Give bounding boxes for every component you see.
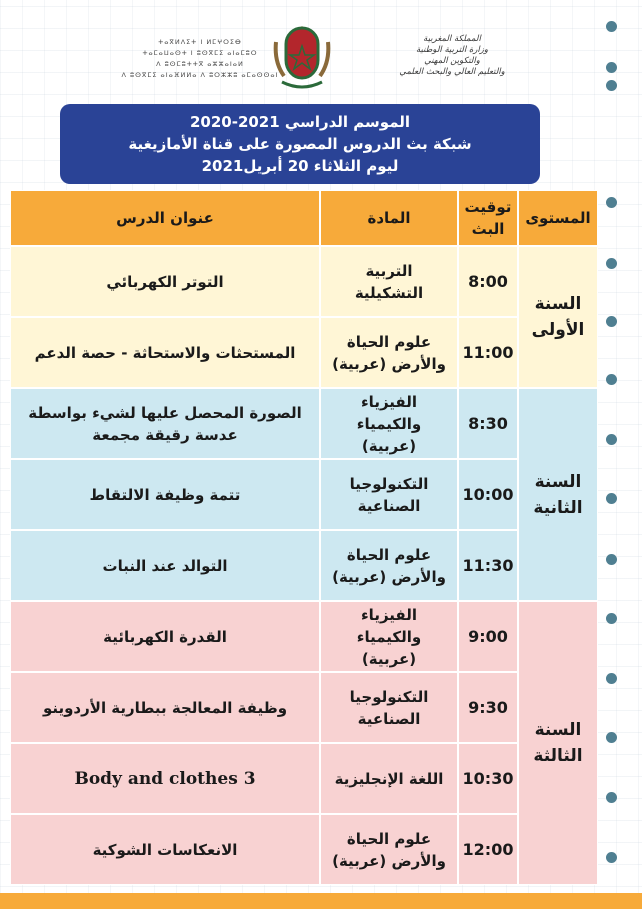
- subject: علوم الحياة والأرض (عربية): [320, 530, 458, 601]
- lesson-title: الانعكاسات الشوكية: [10, 814, 320, 885]
- subject: التربية التشكيلية: [320, 246, 458, 317]
- lesson-title: Body and clothes 3: [10, 743, 320, 814]
- subject: علوم الحياة والأرض (عربية): [320, 814, 458, 885]
- subject: اللغة الإنجليزية: [320, 743, 458, 814]
- lesson-title: وظيفة المعالجة ببطارية الأردوينو: [10, 672, 320, 743]
- binding-dot: [606, 493, 617, 504]
- binding-dot: [606, 62, 617, 73]
- subject: الفيزياء والكيمياء (عربية): [320, 601, 458, 672]
- broadcast-time: 8:30: [458, 388, 518, 459]
- binding-dot: [606, 554, 617, 565]
- lesson-title: تتمة وظيفة الالتقاط: [10, 459, 320, 530]
- header-subject: المادة: [320, 190, 458, 246]
- binding-dot: [606, 732, 617, 743]
- binding-dot: [606, 197, 617, 208]
- broadcast-time: 9:00: [458, 601, 518, 672]
- binding-dot: [606, 374, 617, 385]
- ministry-line: والتعليم العالي والبحث العلمي: [399, 67, 505, 77]
- tifinagh-line: ⵜⴰⴳⵍⴷⵉⵜ ⵏ ⵍⵎⵖⵔⵉⴱ: [158, 38, 242, 46]
- lesson-title: الصورة المحصل عليها لشيء بواسطة عدسة رقيقة مجمعة: [10, 388, 320, 459]
- binding-dot: [606, 80, 617, 91]
- tifinagh-line: ⵜⴰⵎⴰⵡⴰⵙⵜ ⵏ ⵓⵙⴳⵎⵉ ⴰⵏⴰⵎⵓⵔ: [142, 49, 258, 57]
- binding-dot: [606, 21, 617, 32]
- ministry-name-tifinagh: [120, 37, 280, 81]
- level-year-3: السنة الثالثة: [518, 601, 598, 885]
- broadcast-time: 8:00: [458, 246, 518, 317]
- binding-dot: [606, 852, 617, 863]
- broadcast-time: 11:30: [458, 530, 518, 601]
- header-lesson-title: عنوان الدرس: [10, 190, 320, 246]
- broadcast-time: 10:30: [458, 743, 518, 814]
- level-year-2: السنة الثانية: [518, 388, 598, 601]
- binding-dot: [606, 673, 617, 684]
- level-year-1: السنة الأولى: [518, 246, 598, 388]
- header-level: المستوى: [518, 190, 598, 246]
- lesson-title: التوالد عند النبات: [10, 530, 320, 601]
- ministry-name-arabic: [392, 34, 512, 78]
- ministry-line: وزارة التربية الوطنية: [415, 45, 489, 55]
- broadcast-time: 12:00: [458, 814, 518, 885]
- subject: التكنولوجيا الصناعية: [320, 459, 458, 530]
- header-broadcast-time: توقيت البث: [458, 190, 518, 246]
- ministry-line: والتكوين المهني: [424, 56, 480, 66]
- notebook-binding-dots: [600, 18, 626, 898]
- binding-dot: [606, 613, 617, 624]
- broadcast-schedule-title: شبكة بث الدروس المصورة على قناة الأمازيغية: [128, 135, 472, 153]
- broadcast-time: 9:30: [458, 672, 518, 743]
- binding-dot: [606, 258, 617, 269]
- tifinagh-line: ⴷ ⵓⵙⵎⵓⵜⵜⴳ ⴰⵣⵣⴰⵏⴰⵍ: [156, 60, 244, 68]
- subject: علوم الحياة والأرض (عربية): [320, 317, 458, 388]
- lesson-title: التوتر الكهربائي: [10, 246, 320, 317]
- title-banner: [60, 104, 540, 184]
- binding-dot: [606, 792, 617, 803]
- footer-bar: [0, 893, 642, 909]
- lesson-title: المستحثات والاستحاثة - حصة الدعم: [10, 317, 320, 388]
- broadcast-time: 10:00: [458, 459, 518, 530]
- ministry-line: المملكة المغربية: [423, 34, 481, 44]
- lesson-title: القدرة الكهربائية: [10, 601, 320, 672]
- schedule-table: [10, 190, 598, 888]
- coat-of-arms-emblem: [272, 22, 332, 92]
- subject: التكنولوجيا الصناعية: [320, 672, 458, 743]
- binding-dot: [606, 434, 617, 445]
- tifinagh-line: ⴷ ⵓⵙⴳⵎⵉ ⴰⵏⴰⴼⵍⵍⴰ ⴷ ⵓⵔⵣⵣⵓ ⴰⵎⴰⵙⵙⴰⵏ: [121, 71, 279, 79]
- broadcast-time: 11:00: [458, 317, 518, 388]
- broadcast-date: ليوم الثلاثاء 20 أبريل2021: [201, 157, 399, 175]
- school-year-title: الموسم الدراسي 2021-2020: [189, 113, 411, 131]
- subject: الفيزياء والكيمياء (عربية): [320, 388, 458, 459]
- binding-dot: [606, 316, 617, 327]
